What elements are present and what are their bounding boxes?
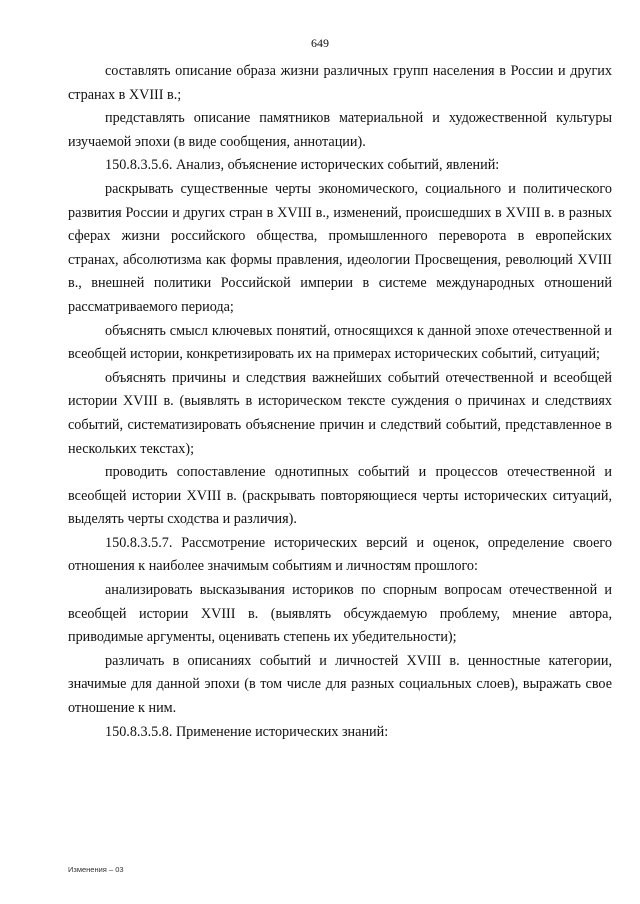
paragraph: проводить сопоставление однотипных событий и процессов отечественной и всеобщей истории XVIII в. (раскрывать повторяющиеся черты исторических ситуаций, выделять черты сходства и различия). <box>68 464 612 528</box>
paragraph: раскрывать существенные черты экономического, социального и политического развития России и других стран в XVIII в., изменений, происшедших в XVIII в. в разных сферах жизни российского общества, промышленного переворота в европейских странах, абсолютизма как формы правления, идеологии Просвещения, революций XVIII в., внешней политики Российской империи в системе международных отношений рассматриваемого периода; <box>68 180 612 315</box>
section-heading: 150.8.3.5.6. Анализ, объяснение исторических событий, явлений: <box>105 157 500 174</box>
section-heading: 150.8.3.5.7. Рассмотрение исторических версий и оценок, определение своего отношения к наиболее значимым событиям и личностям прошлого: <box>68 534 612 575</box>
paragraph: анализировать высказывания историков по спорным вопросам отечественной и всеобщей истории XVIII в. (выявлять обсуждаемую проблему, мнение автора, приводимые аргументы, оценивать степень их убедительности); <box>68 582 612 646</box>
paragraph: представлять описание памятников материальной и художественной культуры изучаемой эпохи (в виде сообщения, аннотации). <box>68 110 612 150</box>
document-body <box>68 60 612 744</box>
paragraph: различать в описаниях событий и личностей XVIII в. ценностные категории, значимые для данной эпохи (в том числе для разных социальных слоев), выражать свое отношение к ним. <box>68 652 612 717</box>
paragraph: объяснять причины и следствия важнейших событий отечественной и всеобщей истории XVIII в. (выявлять в историческом тексте суждения о причинах и следствиях событий, систематизировать объяснение причин и следствий событий, представленное в нескольких текстах); <box>68 369 612 457</box>
section-heading: 150.8.3.5.8. Применение исторических знаний: <box>105 723 389 740</box>
page-number: 649 <box>311 36 329 50</box>
paragraph: составлять описание образа жизни различных групп населения в России и других странах в XVIII в.; <box>68 63 612 103</box>
footer-note: Изменения – 03 <box>68 865 124 874</box>
paragraph: объяснять смысл ключевых понятий, относящихся к данной эпохе отечественной и всеобщей истории, конкретизировать их на примерах исторических событий, ситуаций; <box>68 322 612 363</box>
